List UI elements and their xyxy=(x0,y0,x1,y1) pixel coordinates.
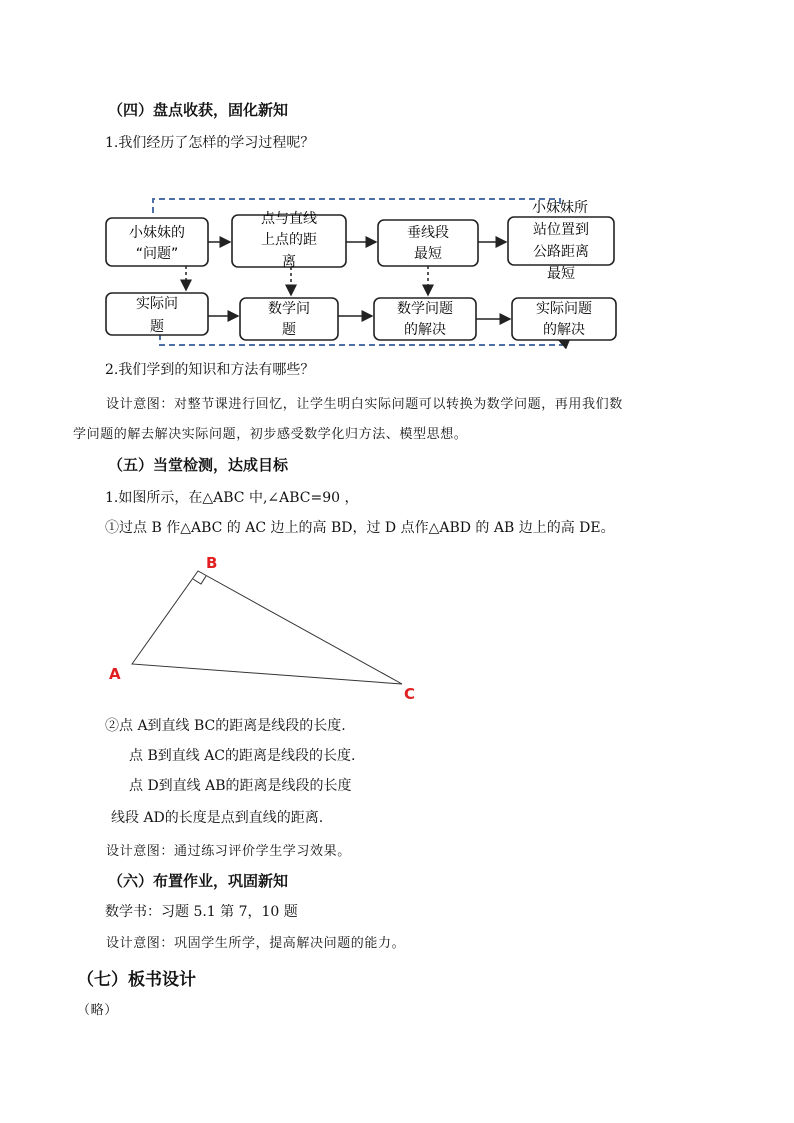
design-intent-5: 设计意图：通过练习评价学生学习效果。 xyxy=(106,844,351,859)
board-design-note: （略） xyxy=(77,1003,118,1018)
vertex-c-label: C xyxy=(404,685,416,703)
box5-line2: 题 xyxy=(150,319,164,335)
box4-line4: 最短 xyxy=(547,266,575,282)
design-intent-4-line2: 学问题的解去解决实际问题，初步感受数学化归方法、模型思想。 xyxy=(73,427,468,442)
box4-line2: 站位置到 xyxy=(533,222,589,238)
box6-line1: 数学问 xyxy=(268,301,310,317)
box5-line1: 实际问 xyxy=(136,296,178,312)
dashed-feedback-bottom xyxy=(160,334,570,345)
section-7-heading: （七）板书设计 xyxy=(77,970,196,990)
homework: 数学书：习题 5.1 第 7，10 题 xyxy=(105,904,298,920)
box2-line3: 离 xyxy=(282,254,296,270)
section-6-heading: （六）布置作业，巩固新知 xyxy=(108,872,289,890)
exercise-1-part-3: 点 B到直线 AC的距离是线段的长度. xyxy=(129,748,356,764)
dashed-feedback-top xyxy=(153,199,560,213)
box3-line2: 最短 xyxy=(414,246,442,262)
exercise-1-part-1: ①过点 B 作△ABC 的 AC 边上的高 BD，过 D 点作△ABD 的 AB 边上的高 DE。 xyxy=(105,520,615,536)
design-intent-4-line1: 设计意图：对整节课进行回忆，让学生明白实际问题可以转换为数学问题，再用我们数 xyxy=(106,397,623,412)
vertex-a-label: A xyxy=(109,665,121,683)
question-1: 1.我们经历了怎样的学习过程呢？ xyxy=(105,135,315,151)
box8-line1: 实际问题 xyxy=(536,301,592,317)
vertex-b-label: B xyxy=(206,554,218,572)
exercise-1-part-5: 线段 AD的长度是点到直线的距离. xyxy=(111,810,324,826)
design-intent-6: 设计意图：巩固学生所学，提高解决问题的能力。 xyxy=(106,936,406,951)
learning-process-flowchart xyxy=(0,0,794,360)
box1-line2: “问题” xyxy=(135,246,179,262)
box4-line3: 公路距离 xyxy=(533,244,589,260)
box7-line1: 数学问题 xyxy=(397,301,453,317)
box7-line2: 的解决 xyxy=(404,322,446,338)
exercise-1-part-2: ②点 A到直线 BC的距离是线段的长度. xyxy=(105,718,346,734)
box2-line2: 上点的距 xyxy=(261,232,317,248)
box3-line1: 垂线段 xyxy=(407,225,449,241)
box8-line2: 的解决 xyxy=(543,322,585,338)
right-triangle-figure xyxy=(0,545,794,710)
box2-line1: 点与直线 xyxy=(261,211,317,227)
question-2: 2.我们学到的知识和方法有哪些？ xyxy=(105,362,315,378)
box4-line1: 小妹妹所 xyxy=(532,200,588,216)
exercise-1-part-4: 点 D到直线 AB的距离是线段的长度 xyxy=(129,778,352,794)
section-4-heading: （四）盘点收获，固化新知 xyxy=(108,101,289,119)
box1-line1: 小妹妹的 xyxy=(129,225,185,241)
exercise-1: 1.如图所示，在△ABC 中,∠ABC=90 ， xyxy=(105,490,359,506)
box6-line2: 题 xyxy=(282,322,296,338)
section-5-heading: （五）当堂检测，达成目标 xyxy=(108,456,289,474)
